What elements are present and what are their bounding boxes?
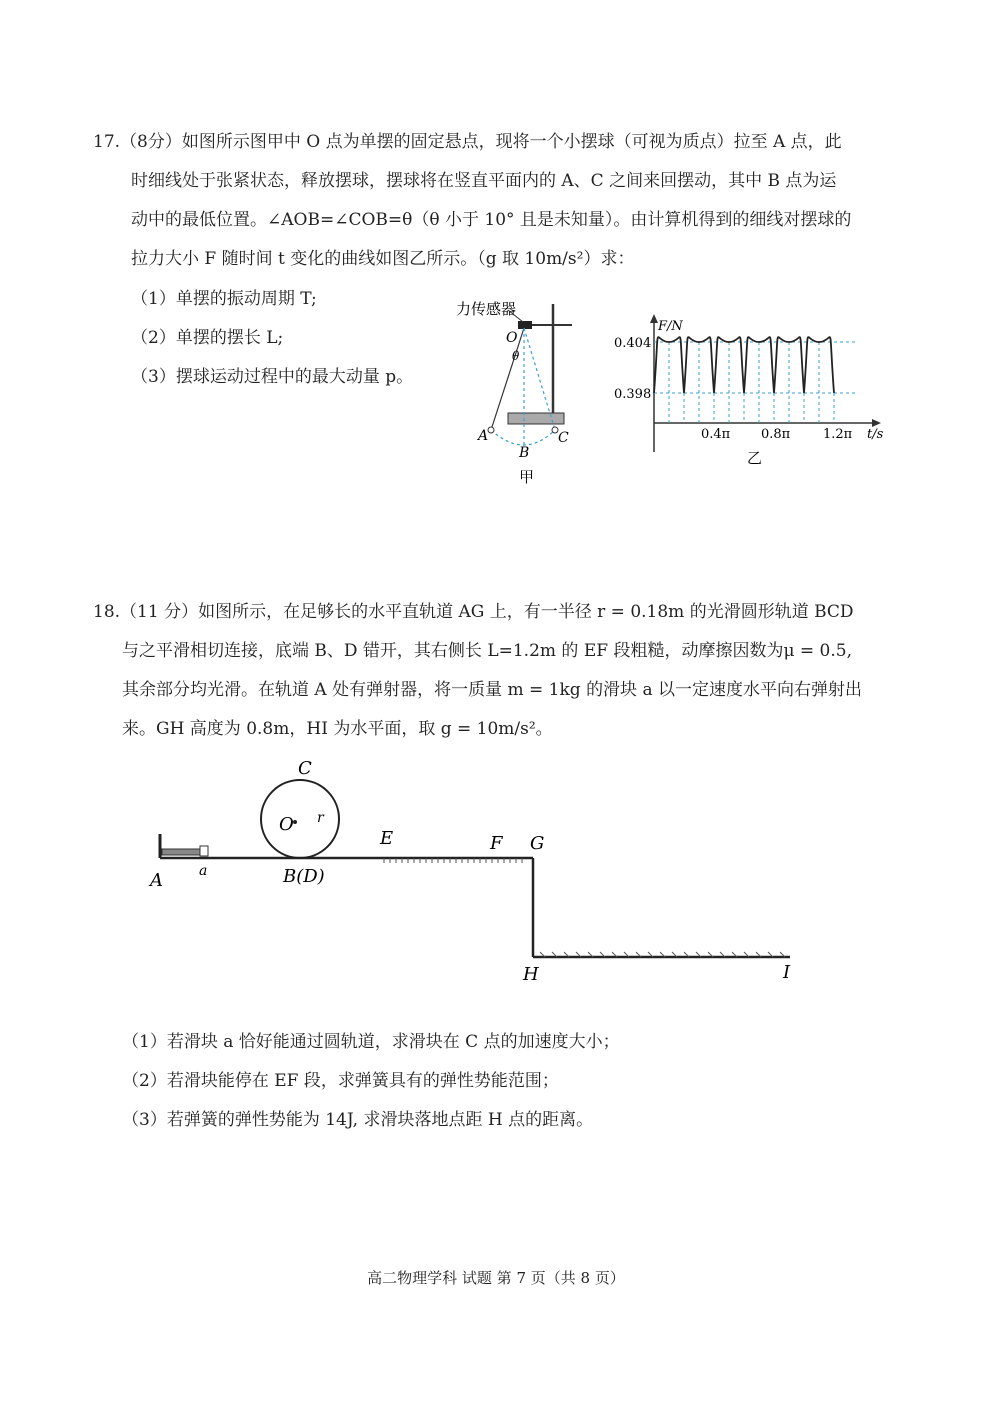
- y-tick-high: 0.404: [614, 336, 652, 351]
- label-H: H: [523, 964, 539, 985]
- q18-line-4: 来。GH 高度为 0.8m，HI 为水平面，取 g = 10m/s²。: [122, 719, 553, 739]
- q17-line-3: 动中的最低位置。∠AOB=∠COB=θ（θ 小于 10° 且是未知量）。由计算机得到的细线对摆球的: [131, 210, 852, 230]
- q18-line-3: 其余部分均光滑。在轨道 A 处有弹射器，将一质量 m = 1kg 的滑块 a 以一定速度水平向右弹射出: [122, 680, 863, 700]
- force-curve: [654, 337, 834, 393]
- x-tick-2: 0.8π: [761, 427, 791, 442]
- label-I: I: [783, 962, 791, 983]
- y-axis-label: F/N: [658, 319, 683, 334]
- label-a: a: [199, 863, 208, 879]
- x-tick-3: 1.2π: [823, 427, 853, 442]
- q17-line-2: 时细线处于张紧状态，释放摆球，摆球将在竖直平面内的 A、C 之间来回摆动，其中 B 点为运: [131, 171, 837, 191]
- q18-sub-2: （2）若滑块能停在 EF 段，求弹簧具有的弹性势能范围；: [122, 1071, 559, 1091]
- q18-sub-1: （1）若滑块 a 恰好能通过圆轨道，求滑块在 C 点的加速度大小；: [122, 1032, 620, 1052]
- x-axis-arrow: [872, 419, 881, 427]
- slider-a: [200, 846, 208, 856]
- pendulum-figure: [440, 292, 590, 492]
- q18-line-1: 18.（11 分）如图所示，在足够长的水平直轨道 AG 上，有一半径 r = 0.18m 的光滑圆形轨道 BCD: [93, 602, 854, 622]
- spring: [162, 849, 200, 855]
- page-footer: 高二物理学科 试题 第 7 页（共 8 页）: [367, 1269, 625, 1287]
- caption-yi: 乙: [747, 449, 763, 467]
- label-C: C: [298, 758, 312, 779]
- label-C: C: [558, 430, 569, 446]
- q18-line-2: 与之平滑相切连接，底端 B、D 错开，其右侧长 L=1.2m 的 EF 段粗糙，动摩擦因数为μ = 0.5,: [122, 641, 852, 661]
- label-r: r: [317, 810, 324, 826]
- force-sensor: [518, 321, 532, 329]
- x-tick-1: 0.4π: [701, 427, 731, 442]
- label-theta: θ: [512, 349, 520, 363]
- label-A: A: [150, 870, 163, 891]
- q18-sub-3: （3）若弹簧的弹性势能为 14J, 求滑块落地点距 H 点的距离。: [122, 1110, 594, 1130]
- label-A: A: [478, 428, 489, 444]
- stand-base: [508, 413, 564, 424]
- x-axis-label: t/s: [867, 427, 884, 442]
- circular-track: [261, 780, 339, 858]
- label-B: B: [519, 445, 530, 461]
- q17-line-4: 拉力大小 F 随时间 t 变化的曲线如图乙所示。（g 取 10m/s²）求：: [131, 249, 635, 269]
- ball-A: [488, 427, 494, 433]
- label-E: E: [380, 828, 394, 849]
- swing-arc: [491, 430, 555, 445]
- q17-sub-1: （1）单摆的振动周期 T;: [131, 289, 317, 309]
- y-axis-arrow: [650, 314, 658, 323]
- label-BD: B(D): [283, 866, 325, 887]
- force-time-chart: [605, 310, 895, 470]
- label-O: O: [279, 814, 294, 835]
- q17-line-1: 17.（8分）如图所示图甲中 O 点为单摆的固定悬点，现将一个小摆球（可视为质点）拉至 A 点，此: [93, 132, 842, 152]
- label-O: O: [506, 330, 518, 346]
- sensor-label: 力传感器: [456, 300, 517, 318]
- track-figure: [140, 752, 820, 992]
- q17-sub-2: （2）单摆的摆长 L;: [131, 328, 284, 348]
- caption-jia: 甲: [519, 468, 535, 486]
- q17-sub-3: （3）摆球运动过程中的最大动量 p。: [131, 367, 414, 387]
- y-tick-low: 0.398: [614, 387, 652, 402]
- label-F: F: [490, 833, 503, 854]
- label-G: G: [530, 833, 545, 854]
